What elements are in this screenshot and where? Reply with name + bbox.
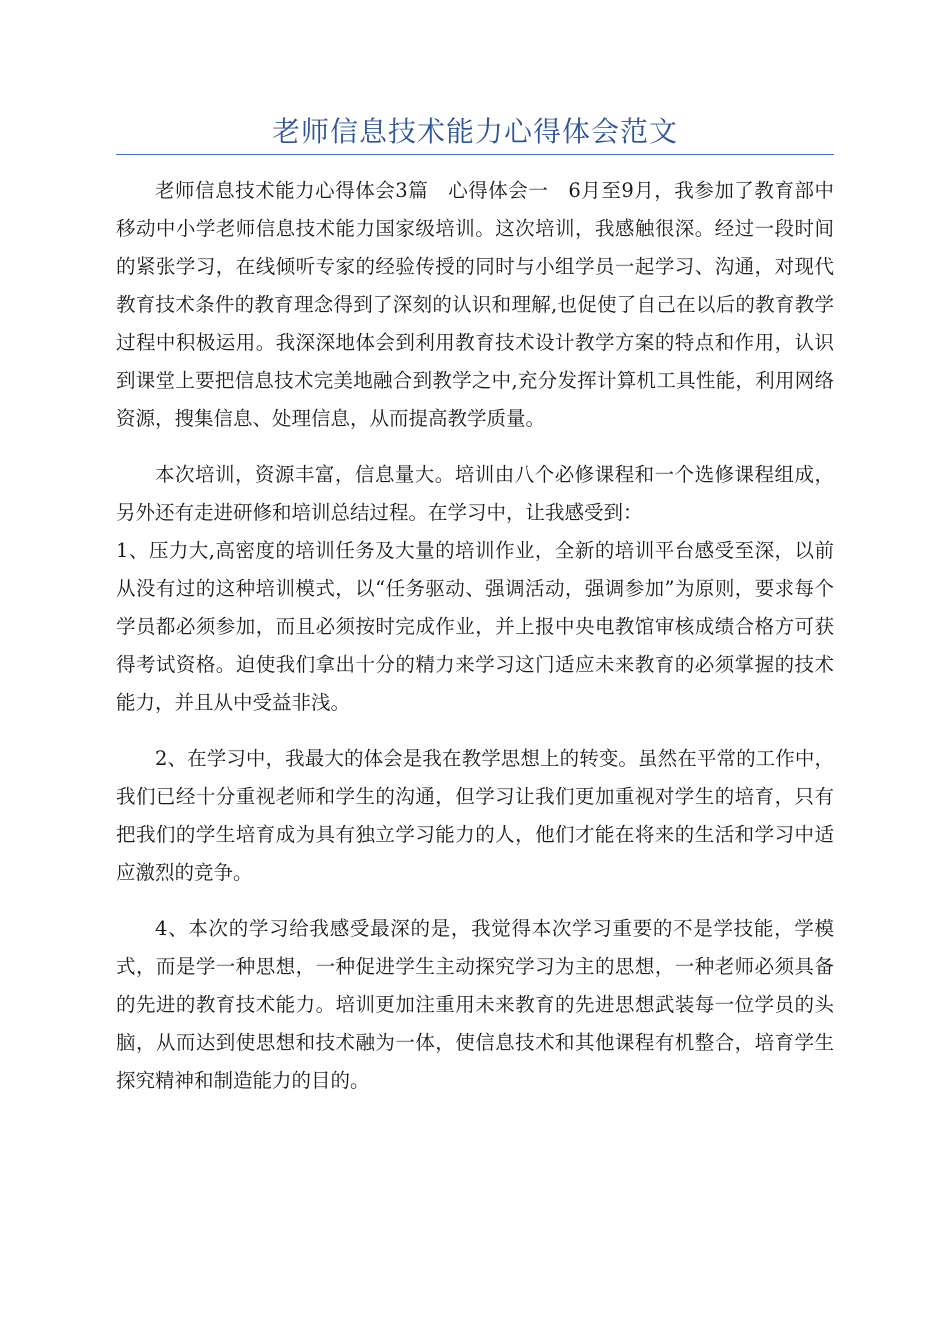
paragraph-point-2: 2、在学习中，我最大的体会是我在教学思想上的转变。虽然在平常的工作中，我们已经十分重视老师和学生的沟通，但学习让我们更加重视对学生的培育，只有把我们的学生培育成为具有独立学习能力的人，他们才能在将来的生活和学习中适应激烈的竞争。 [116,747,834,884]
paragraph-spacer [116,892,834,910]
paragraph-point-1: 1、压力大,高密度的培训任务及大量的培训作业，全新的培训平台感受至深，以前从没有过的这种培训模式，以“任务驱动、强调活动，强调参加”为原则，要求每个学员都必须参加，而且必须按时完成作业，并上报中央电教馆审核成绩合格方可获得考试资格。迫使我们拿出十分的精力来学习这门适应未来教育的必须掌握的技术能力，并且从中受益非浅。 [116,539,834,714]
paragraph-intro: 老师信息技术能力心得体会3篇 心得体会一 6月至9月，我参加了教育部中移动中小学老师信息技术能力国家级培训。这次培训，我感触很深。经过一段时间的紧张学习，在线倾听专家的经验传授的同时与小组学员一起学习、沟通，对现代教育技术条件的教育理念得到了深刻的认识和理解,也促使了自己在以后的教育教学过程中积极运用。我深深地体会到利用教育技术设计教学方案的特点和作用，认识到课堂上要把信息技术完美地融合到教学之中,充分发挥计算机工具性能，利用网络资源，搜集信息、处理信息，从而提高教学质量。 [116,179,834,430]
document-body [116,172,834,1100]
paragraph-training-overview: 本次培训，资源丰富，信息量大。培训由八个必修课程和一个选修课程组成，另外还有走进研修和培训总结过程。在学习中，让我感受到： [116,463,834,524]
paragraph-spacer [116,438,834,456]
title-underline [116,154,834,155]
paragraph-point-4: 4、本次的学习给我感受最深的是，我觉得本次学习重要的不是学技能，学模式，而是学一种思想，一种促进学生主动探究学习为主的思想，一种老师必须具备的先进的教育技术能力。培训更加注重用未来教育的先进思想武装每一位学员的头脑，从而达到使思想和技术融为一体，使信息技术和其他课程有机整合，培育学生探究精神和制造能力的目的。 [116,917,834,1092]
paragraph-spacer [116,722,834,740]
document-title: 老师信息技术能力心得体会范文 [271,115,678,148]
